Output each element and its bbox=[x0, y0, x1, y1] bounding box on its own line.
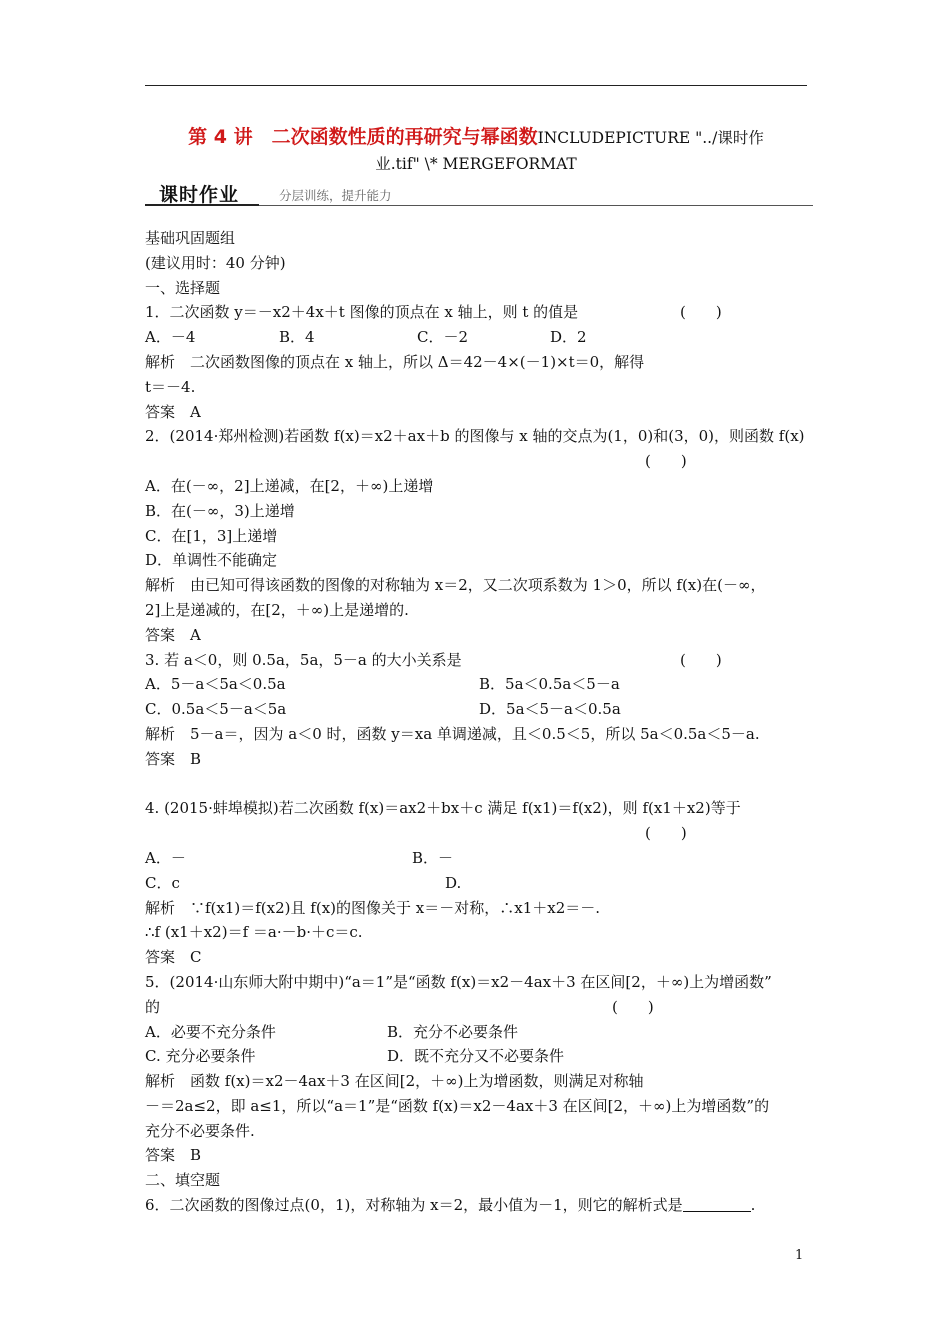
answer-paren: ( ) bbox=[612, 997, 654, 1016]
option-a: A．在(－∞，2]上递减，在[2，＋∞)上递增 bbox=[145, 476, 434, 495]
option-d: D．2 bbox=[550, 328, 587, 347]
question-4-analysis-cont: ∴f (x1＋x2)＝f ＝a·－b·＋c＝c. bbox=[145, 923, 363, 942]
answer-blank bbox=[683, 1196, 751, 1212]
option-b: B．在(－∞，3)上递增 bbox=[145, 501, 295, 520]
question-3-options-cd bbox=[145, 697, 813, 722]
document-body bbox=[145, 226, 813, 1218]
option-a: A．必要不充分条件 bbox=[145, 1022, 276, 1041]
question-2-paren-line bbox=[145, 449, 813, 474]
answer-paren: ( ) bbox=[645, 824, 687, 843]
page-number: 1 bbox=[795, 1248, 804, 1263]
question-5-stem-cont: 的 ( ) bbox=[145, 995, 813, 1020]
title-field-code-1: INCLUDEPICTURE "../课时作 bbox=[537, 129, 764, 147]
question-4-options-cd bbox=[145, 871, 813, 896]
question-5-answer: 答案 B bbox=[145, 1146, 202, 1165]
group-heading: 基础巩固题组 bbox=[145, 229, 236, 247]
option-c: C. 充分必要条件 bbox=[145, 1047, 256, 1066]
banner-rule-thick bbox=[145, 204, 259, 206]
option-c: C．－2 bbox=[417, 328, 469, 347]
question-5-options-ab bbox=[145, 1020, 813, 1045]
title-field-code-2: 业.tif" \* MERGEFORMAT bbox=[375, 155, 577, 173]
question-3-stem: 3. 若 a＜0，则 0.5a，5a，5－a 的大小关系是 ( ) bbox=[145, 648, 813, 673]
option-d: D. bbox=[445, 873, 462, 892]
part-heading-choice: 一、选择题 bbox=[145, 278, 221, 297]
question-5-options-cd bbox=[145, 1044, 813, 1069]
question-2-analysis-cont: 2]上是递减的，在[2，＋∞)上是递增的. bbox=[145, 600, 409, 619]
banner-rule-thin bbox=[259, 205, 813, 206]
question-3-options-ab bbox=[145, 672, 813, 697]
answer-paren: ( ) bbox=[680, 650, 722, 669]
lecture-title bbox=[145, 124, 807, 177]
banner-label: 课时作业 bbox=[159, 184, 240, 206]
homework-banner bbox=[145, 180, 813, 208]
question-5-analysis: 解析 函数 f(x)＝x2－4ax＋3 在区间[2，＋∞)上为增函数，则满足对称轴 bbox=[145, 1072, 644, 1091]
option-b: B．5a＜0.5a＜5－a bbox=[479, 675, 620, 694]
option-d: D．单调性不能确定 bbox=[145, 551, 278, 570]
question-1-analysis-cont: t＝－4. bbox=[145, 377, 196, 396]
question-4-stem: 4. (2015·蚌埠模拟)若二次函数 f(x)＝ax2＋bx＋c 满足 f(x1)＝f(x2)，则 f(x1＋x2)等于 bbox=[145, 799, 741, 818]
spacer bbox=[145, 772, 813, 797]
question-6-stem: 6．二次函数的图像过点(0，1)，对称轴为 x＝2，最小值为－1，则它的解析式是 . bbox=[145, 1196, 756, 1215]
answer-paren: ( ) bbox=[645, 452, 687, 471]
option-c: C．0.5a＜5－a＜5a bbox=[145, 700, 287, 719]
question-4-analysis: 解析 ∵f(x1)＝f(x2)且 f(x)的图像关于 x＝－对称，∴x1＋x2＝－. bbox=[145, 898, 601, 917]
option-d: D．5a＜5－a＜0.5a bbox=[479, 700, 621, 719]
option-b: B．－ bbox=[412, 848, 454, 867]
question-2-analysis: 解析 由已知可得该函数的图像的对称轴为 x＝2，又二次项系数为 1＞0，所以 f(x)在(－∞， bbox=[145, 576, 766, 595]
question-1-answer: 答案 A bbox=[145, 402, 201, 421]
question-2-answer: 答案 A bbox=[145, 625, 201, 644]
answer-paren: ( ) bbox=[680, 303, 722, 322]
question-3-answer: 答案 B bbox=[145, 749, 202, 768]
option-b: B．充分不必要条件 bbox=[387, 1022, 519, 1041]
banner-subtitle: 分层训练，提升能力 bbox=[279, 188, 392, 203]
question-4-answer: 答案 C bbox=[145, 948, 202, 967]
question-1-analysis: 解析 二次函数图像的顶点在 x 轴上，所以 Δ＝42－4×(－1)×t＝0，解得 bbox=[145, 352, 645, 371]
suggested-time: (建议用时：40 分钟) bbox=[145, 253, 286, 272]
question-1-options bbox=[145, 325, 813, 350]
question-4-paren-line bbox=[145, 821, 813, 846]
title-red: 第 4 讲 二次函数性质的再研究与幂函数 bbox=[188, 126, 538, 148]
question-1-stem: 1．二次函数 y＝－x2＋4x＋t 图像的顶点在 x 轴上，则 t 的值是 ( ) bbox=[145, 300, 813, 325]
option-d: D．既不充分又不必要条件 bbox=[387, 1047, 565, 1066]
question-4-options-ab bbox=[145, 846, 813, 871]
question-5-analysis-cont: －＝2a≤2，即 a≤1，所以“a＝1”是“函数 f(x)＝x2－4ax＋3 在区间[2，＋∞)上为增函数”的 bbox=[145, 1096, 770, 1115]
question-5-stem: 5．(2014·山东师大附中期中)“a＝1”是“函数 f(x)＝x2－4ax＋3 在区间[2，＋∞)上为增函数” bbox=[145, 972, 772, 991]
option-c: C．在[1，3]上递增 bbox=[145, 526, 278, 545]
option-b: B．4 bbox=[279, 328, 315, 347]
top-rule bbox=[145, 85, 807, 86]
question-5-analysis-cont-2: 充分不必要条件. bbox=[145, 1121, 255, 1140]
part-heading-fill: 二、填空题 bbox=[145, 1171, 221, 1190]
question-2-stem: 2．(2014·郑州检测)若函数 f(x)＝x2＋ax＋b 的图像与 x 轴的交点为(1，0)和(3，0)，则函数 f(x) bbox=[145, 427, 805, 446]
option-c: C．c bbox=[145, 873, 180, 892]
question-3-analysis: 解析 5－a＝，因为 a＜0 时，函数 y＝xa 单调递减，且＜0.5＜5，所以 5a＜0.5a＜5－a. bbox=[145, 724, 760, 743]
option-a: A．－ bbox=[145, 848, 186, 867]
option-a: A．5－a＜5a＜0.5a bbox=[145, 675, 286, 694]
option-a: A．－4 bbox=[145, 328, 196, 347]
